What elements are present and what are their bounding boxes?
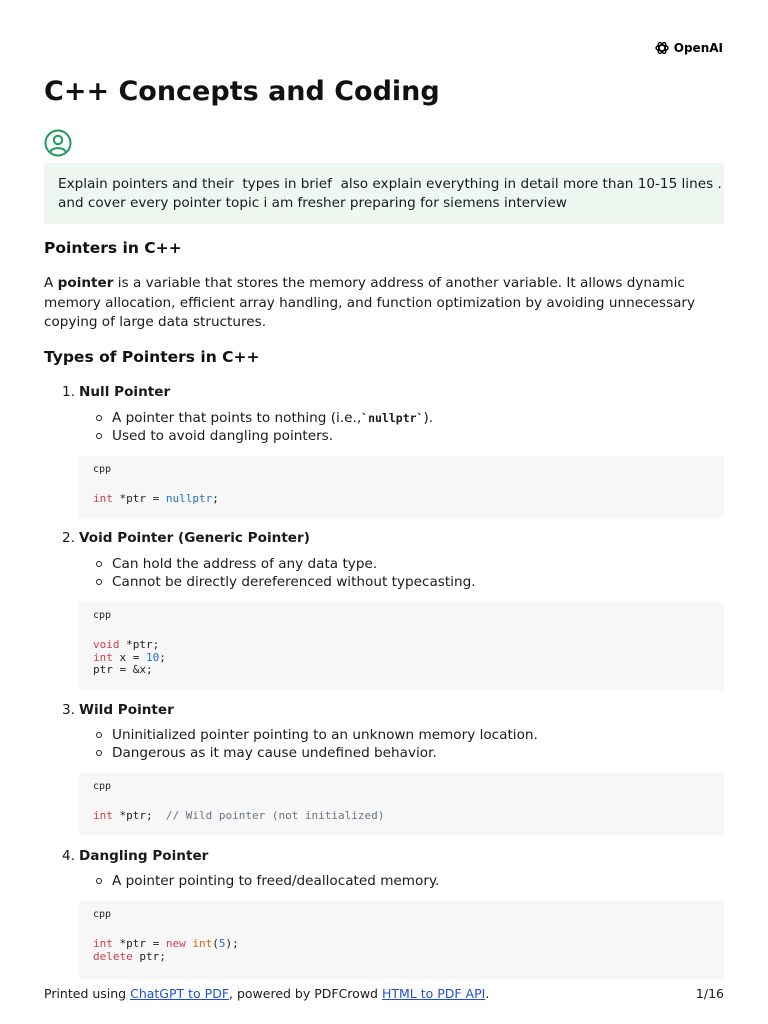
bullet-circle-icon — [96, 878, 102, 884]
bullet-text: A pointer that points to nothing (i.e., — [112, 410, 362, 426]
code-block-wild-pointer — [79, 773, 724, 835]
list-item — [96, 427, 333, 445]
code-line: int *ptr = nullptr; — [93, 492, 219, 505]
code-line: int *ptr; // Wild pointer (not initialized) — [93, 809, 385, 822]
item-number: 4. — [62, 848, 75, 864]
logo-text: OpenAI — [673, 41, 723, 55]
html-to-pdf-api-link[interactable]: HTML to PDF API — [381, 986, 486, 1001]
code-language-label: cpp — [93, 464, 112, 475]
prompt-line-1: Explain pointers and their types in brief also explain everything in detail more than 10-15 lines . — [58, 176, 722, 192]
prompt-line-2: and cover every pointer topic i am fresher preparing for siemens interview — [58, 195, 567, 211]
code-language-label: cpp — [93, 610, 112, 621]
page-number: 1/16 — [695, 986, 724, 1001]
intro-bold: pointer — [57, 275, 114, 291]
code-line: int x = 10; — [93, 650, 166, 664]
list-item — [96, 726, 538, 744]
bullet-circle-icon — [96, 433, 102, 439]
item-number: 1. — [62, 384, 75, 400]
intro-paragraph — [44, 274, 734, 333]
page-title: C++ Concepts and Coding — [44, 76, 440, 107]
list-item — [96, 872, 439, 890]
code-line: int *ptr = new int(5); — [93, 937, 239, 950]
intro-pre: A — [44, 275, 58, 291]
bullet-suffix: ). — [423, 410, 434, 426]
bullet-text: Can hold the address of any data type. — [112, 556, 378, 572]
code-language-label: cpp — [93, 909, 112, 920]
code-line: delete ptr; — [93, 949, 166, 963]
user-avatar-icon — [44, 129, 72, 157]
item-title: Dangling Pointer — [79, 848, 209, 864]
openai-knot-icon — [654, 40, 670, 56]
page-footer — [44, 986, 724, 1001]
bullet-text: A pointer pointing to freed/deallocated memory. — [112, 873, 440, 889]
list-item — [96, 573, 476, 591]
list-item — [96, 555, 377, 573]
bullet-text: Used to avoid dangling pointers. — [112, 428, 334, 444]
code-block-dangling-pointer — [79, 901, 724, 979]
list-item — [96, 409, 433, 427]
code-block-null-pointer — [79, 456, 724, 518]
bullet-text: Cannot be directly dereferenced without typecasting. — [112, 574, 476, 590]
code-line: ptr = &x; — [93, 663, 153, 676]
bullet-circle-icon — [96, 579, 102, 585]
user-prompt — [44, 163, 724, 224]
bullet-text: Uninitialized pointer pointing to an unknown memory location. — [112, 727, 538, 743]
list-item — [96, 744, 437, 762]
item-void-pointer — [62, 530, 310, 546]
bullet-text: Dangerous as it may cause undefined behavior. — [112, 745, 437, 761]
item-number: 2. — [62, 530, 75, 546]
bullet-circle-icon — [96, 561, 102, 567]
chatgpt-to-pdf-link[interactable]: ChatGPT to PDF — [130, 986, 230, 1001]
intro-post: is a variable that stores the memory address of another variable. It allows dynamic memory allocation, efficient array handling, and function optimization by avoiding unnecessary copying of large data structures. — [44, 275, 696, 330]
item-title: Void Pointer (Generic Pointer) — [79, 530, 310, 546]
openai-logo — [654, 40, 723, 56]
code-language-label: cpp — [93, 781, 112, 792]
bullet-circle-icon — [96, 750, 102, 756]
item-number: 3. — [62, 702, 75, 718]
section-heading-pointers: Pointers in C++ — [44, 239, 182, 257]
item-wild-pointer — [62, 702, 174, 718]
bullet-circle-icon — [96, 415, 102, 421]
item-title: Wild Pointer — [79, 702, 174, 718]
bullet-circle-icon — [96, 732, 102, 738]
code-line: void *ptr; — [93, 638, 160, 651]
footer-credit: Printed using ChatGPT to PDF, powered by PDFCrowd HTML to PDF API. — [44, 986, 490, 1001]
item-null-pointer — [62, 384, 170, 400]
section-heading-types: Types of Pointers in C++ — [44, 348, 260, 366]
code-block-void-pointer — [79, 602, 724, 690]
item-dangling-pointer — [62, 848, 208, 864]
item-title: Null Pointer — [79, 384, 171, 400]
inline-code: `nullptr` — [361, 411, 424, 425]
